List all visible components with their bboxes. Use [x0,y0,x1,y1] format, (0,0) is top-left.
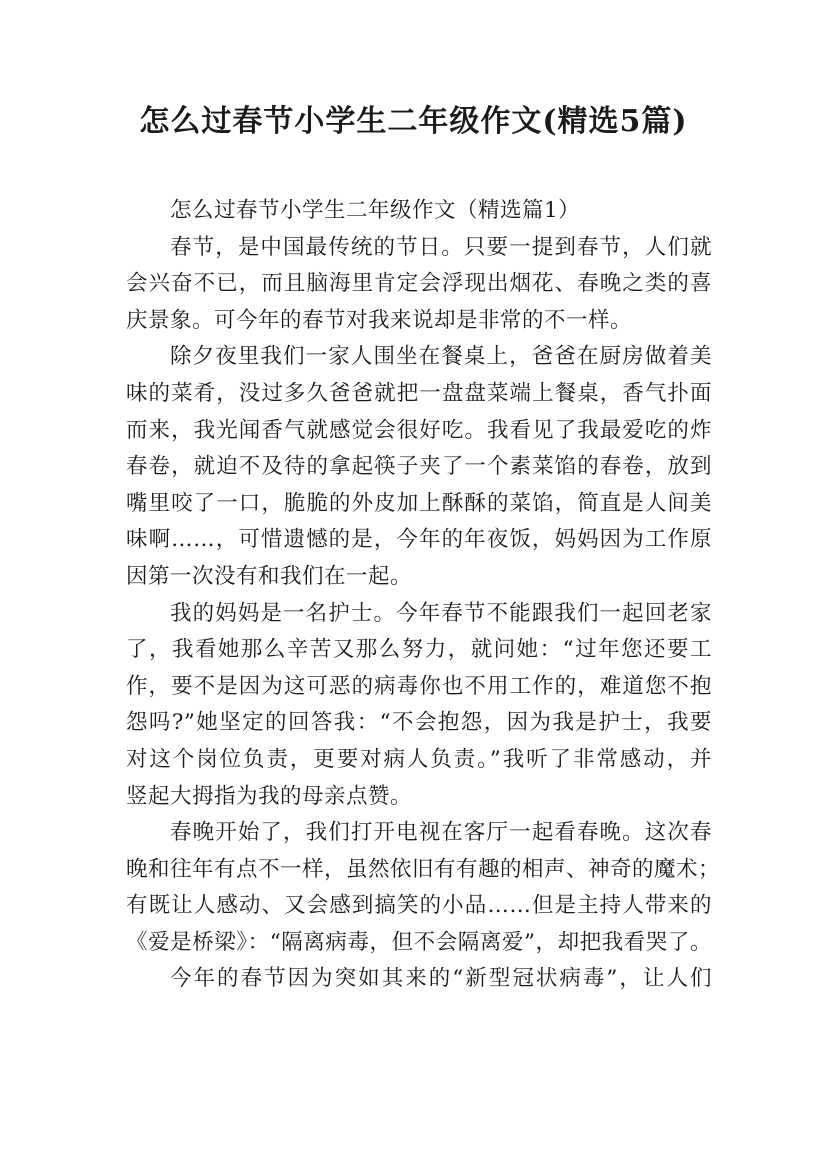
text-line: 春晚开始了，我们打开电视在客厅一起看春晚。这次春 [170,820,712,846]
text-line: 晚和往年有点不一样，虽然依旧有有趣的相声、神奇的魔术； [126,856,721,882]
text-line: 《爱是桥梁》：“隔离病毒，但不会隔离爱”，却把我看哭了。 [126,929,712,955]
text-line: 我的妈妈是一名护士。今年春节不能跟我们一起回老家 [170,600,712,626]
text-line: 嘴里咬了一口，脆脆的外皮加上酥酥的菜馅，简直是人间美 [126,490,712,516]
text-line: 作，要不是因为这可恶的病毒你也不用工作的，难道您不抱 [126,673,712,699]
text-line: 怎么过春节小学生二年级作文（精选篇1） [170,198,581,223]
document-title: 怎么过春节小学生二年级作文(精选5篇) [139,104,688,139]
text-line: 怨吗?”她坚定的回答我：“不会抱怨，因为我是护士，我要 [126,710,712,736]
text-line: 对这个岗位负责，更要对病人负责。”我听了非常感动，并 [126,746,712,772]
document-body [126,193,721,998]
text-line: 有既让人感动、又会感到搞笑的小品……但是主持人带来的 [126,893,712,919]
text-line: 竖起大拇指为我的母亲点赞。 [126,783,413,809]
text-line: 了，我看她那么辛苦又那么努力，就问她：“过年您还要工 [126,637,712,663]
text-line: 春卷，就迫不及待的拿起筷子夹了一个素菜馅的春卷，放到 [126,454,712,480]
text-line: 庆景象。可今年的春节对我来说却是非常的不一样。 [126,307,633,333]
text-line: 味啊……，可惜遗憾的是，今年的年夜饭，妈妈因为工作原 [126,527,712,553]
text-line: 今年的春节因为突如其来的“新型冠状病毒”，让人们 [170,966,712,992]
text-line: 味的菜肴，没过多久爸爸就把一盘盘菜端上餐桌，香气扑面 [126,380,712,406]
text-line: 除夕夜里我们一家人围坐在餐桌上，爸爸在厨房做着美 [170,344,712,370]
text-line: 因第一次没有和我们在一起。 [126,563,413,589]
text-line: 会兴奋不已，而且脑海里肯定会浮现出烟花、春晚之类的喜 [126,271,712,297]
text-line: 而来，我光闻香气就感觉会很好吃。我看见了我最爱吃的炸 [126,417,712,443]
text-line: 春节，是中国最传统的节日。只要一提到春节，人们就 [170,234,712,260]
